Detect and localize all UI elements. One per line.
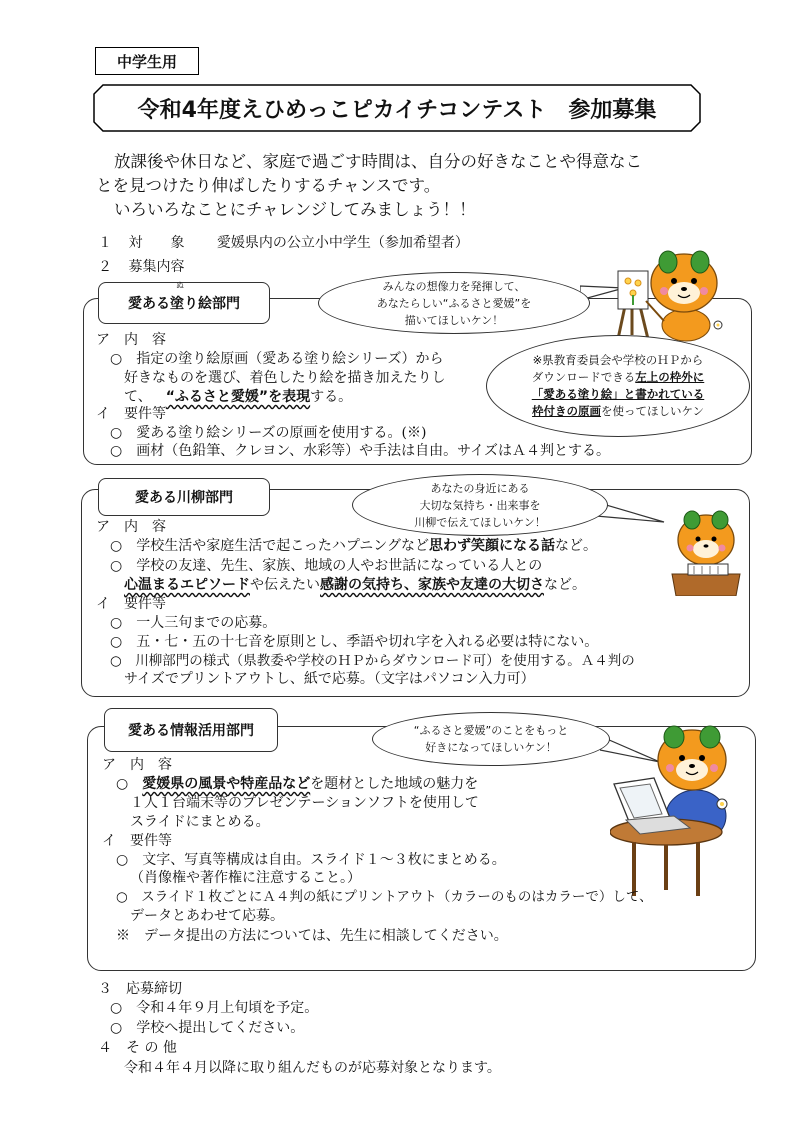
info-req-2: （肖像権や著作権に注意すること。） xyxy=(130,870,361,886)
info-content-head: ア 内 容 xyxy=(102,757,172,773)
audience-tag-text: 中学生用 xyxy=(116,52,177,71)
item-target xyxy=(98,233,469,253)
art-content-2: 好きなものを選び、着色したり絵を描き加えたりし xyxy=(124,370,446,386)
item-contents xyxy=(98,257,184,277)
art-bubble-line-2: あなたらしい“ふるさと愛媛”を xyxy=(376,296,532,310)
art-tab xyxy=(98,282,270,324)
info-req-4: データとあわせて応募。 xyxy=(130,908,284,924)
intro-line-2: とを見つけたり伸ばしたりするチャンスです。 xyxy=(96,176,441,195)
art-note-line-4 xyxy=(487,403,749,420)
senryu-content-3 xyxy=(124,575,586,595)
info-tab xyxy=(104,708,278,752)
item-target-num: １ xyxy=(98,235,112,251)
info-speech-bubble xyxy=(372,712,610,766)
art-content-3a: て、 xyxy=(124,389,152,405)
item-target-value: 愛媛県内の公立小中学生（参加希望者） xyxy=(216,235,469,251)
senryu-bubble-line-3: 川柳で伝えてほしいケン！ xyxy=(414,515,546,529)
art-note-line-1: ※県教育委員会や学校のＨＰから xyxy=(532,353,704,367)
senryu-speech-bubble xyxy=(352,474,608,536)
art-tab-label: 愛ある塗り絵部門 xyxy=(128,296,240,312)
info-content-1c: を題材とした地域の魅力を xyxy=(310,776,479,792)
mascot-writing-illustration xyxy=(670,508,742,596)
senryu-content-2: ○ 学校の友達、先生、家族、地域の人やお世話になっている人との xyxy=(110,558,543,574)
art-bubble-line-1: みんなの想像力を発揮して、 xyxy=(382,279,526,293)
art-req-1: ○ 愛ある塗り絵シリーズの原画を使用する。(※) xyxy=(110,425,427,441)
art-tab-ruby: ぬ xyxy=(176,281,184,290)
senryu-req-4: サイズでプリントアウトし、紙で応募。（文字はパソコン入力可） xyxy=(124,671,535,687)
other-line-1: 令和４年４月以降に取り組んだものが応募対象となります。 xyxy=(124,1060,501,1076)
info-content-2: １人１台端末等のプレゼンテーションソフトを使用して xyxy=(130,795,479,811)
item-contents-label: 募集内容 xyxy=(128,259,185,275)
info-req-1: ○ 文字、写真等構成は自由。スライド１～３枚にまとめる。 xyxy=(116,852,506,868)
senryu-content-1c: など。 xyxy=(554,538,597,554)
senryu-tab-label: 愛ある川柳部門 xyxy=(135,490,233,506)
senryu-tab xyxy=(98,478,270,516)
art-note-line-4b: を使ってほしいケン xyxy=(601,404,704,418)
info-bubble-line-2: 好きになってほしいケン！ xyxy=(425,741,557,754)
senryu-content-3a: 心温まるエピソード xyxy=(124,577,250,593)
senryu-content-1a: ○ 学校生活や家庭生活で起こったハプニングなど xyxy=(110,538,429,554)
info-req-head: イ 要件等 xyxy=(102,833,172,849)
deadline-head: ３ 応募締切 xyxy=(98,981,182,997)
art-content-1: ○ 指定の塗り絵原画（愛ある塗り絵シリーズ）から xyxy=(110,351,444,367)
item-target-label: 対 象 xyxy=(128,235,185,251)
art-note-bubble xyxy=(486,335,750,437)
art-note-line-2b: 左上の枠外に xyxy=(635,370,705,384)
art-note-line-2a: ダウンロードできる xyxy=(531,370,636,384)
senryu-bubble-line-2: 大切な気持ち・出来事を xyxy=(419,498,541,512)
senryu-bubble-line-1: あなたの身近にある xyxy=(430,481,530,495)
info-req-3: ○ スライド１枚ごとにＡ４判の紙にプリントアウト（カラーのものはカラーで）して、 xyxy=(116,889,653,905)
item-contents-num: ２ xyxy=(98,259,112,275)
art-req-head: イ 要件等 xyxy=(96,406,166,422)
mascot-painting-illustration xyxy=(600,243,735,343)
info-content-1a: ○ xyxy=(116,776,143,792)
info-req-5: ※ データ提出の方法については、先生に相談してください。 xyxy=(116,928,508,944)
other-head: ４ そ の 他 xyxy=(98,1040,177,1056)
info-bubble-line-1: “ふるさと愛媛”のことをもっと xyxy=(413,724,569,737)
senryu-content-head: ア 内 容 xyxy=(96,519,166,535)
page-title: 令和4年度えひめっこピカイチコンテスト 参加募集 xyxy=(137,97,657,123)
senryu-content-3b: や伝えたい xyxy=(250,577,320,593)
art-bubble-line-3: 描いてほしいケン！ xyxy=(404,313,504,327)
info-content-3: スライドにまとめる。 xyxy=(130,814,270,830)
art-req-2: ○ 画材（色鉛筆、クレヨン、水彩等）や手法は自由。サイズはＡ４判とする。 xyxy=(110,443,610,459)
art-content-3b: “ふるさと愛媛”を表現 xyxy=(165,389,311,405)
intro-line-1: 放課後や休日など、家庭で過ごす時間は、自分の好きなことや得意なこ xyxy=(114,152,642,171)
senryu-req-head: イ 要件等 xyxy=(96,596,166,612)
mascot-computer-illustration xyxy=(610,720,740,898)
senryu-content-3c: 感謝の気持ち、家族や友達の大切さ xyxy=(320,577,544,593)
art-content-head: ア 内 容 xyxy=(96,332,166,348)
deadline-line-1: ○ 令和４年９月上旬頃を予定。 xyxy=(110,1000,319,1016)
intro-line-3: いろいろなことにチャレンジしてみましょう！！ xyxy=(114,200,476,219)
info-content-1 xyxy=(116,774,478,794)
art-content-3c: する。 xyxy=(310,389,353,405)
art-note-line-2 xyxy=(487,369,749,386)
senryu-content-1 xyxy=(110,536,597,556)
audience-tag xyxy=(95,47,199,75)
senryu-req-3: ○ 川柳部門の様式（県教委や学校のＨＰからダウンロード可）を使用する。Ａ４判の xyxy=(110,653,635,669)
info-tab-label: 愛ある情報活用部門 xyxy=(128,723,254,739)
info-content-1b: 愛媛県の風景や特産品など xyxy=(142,776,311,792)
senryu-content-1b: 思わず笑顔になる話 xyxy=(428,538,555,554)
art-speech-bubble xyxy=(318,272,590,334)
senryu-req-1: ○ 一人三句までの応募。 xyxy=(110,615,277,631)
deadline-line-2: ○ 学校へ提出してください。 xyxy=(110,1020,305,1036)
senryu-req-2: ○ 五・七・五の十七音を原則とし、季語や切れ字を入れる必要は特にない。 xyxy=(110,634,599,650)
art-note-line-3: 「愛ある塗り絵」と書かれている xyxy=(531,387,705,401)
senryu-content-3d: など。 xyxy=(544,577,586,593)
art-note-line-4a: 枠付きの原画 xyxy=(532,404,602,418)
